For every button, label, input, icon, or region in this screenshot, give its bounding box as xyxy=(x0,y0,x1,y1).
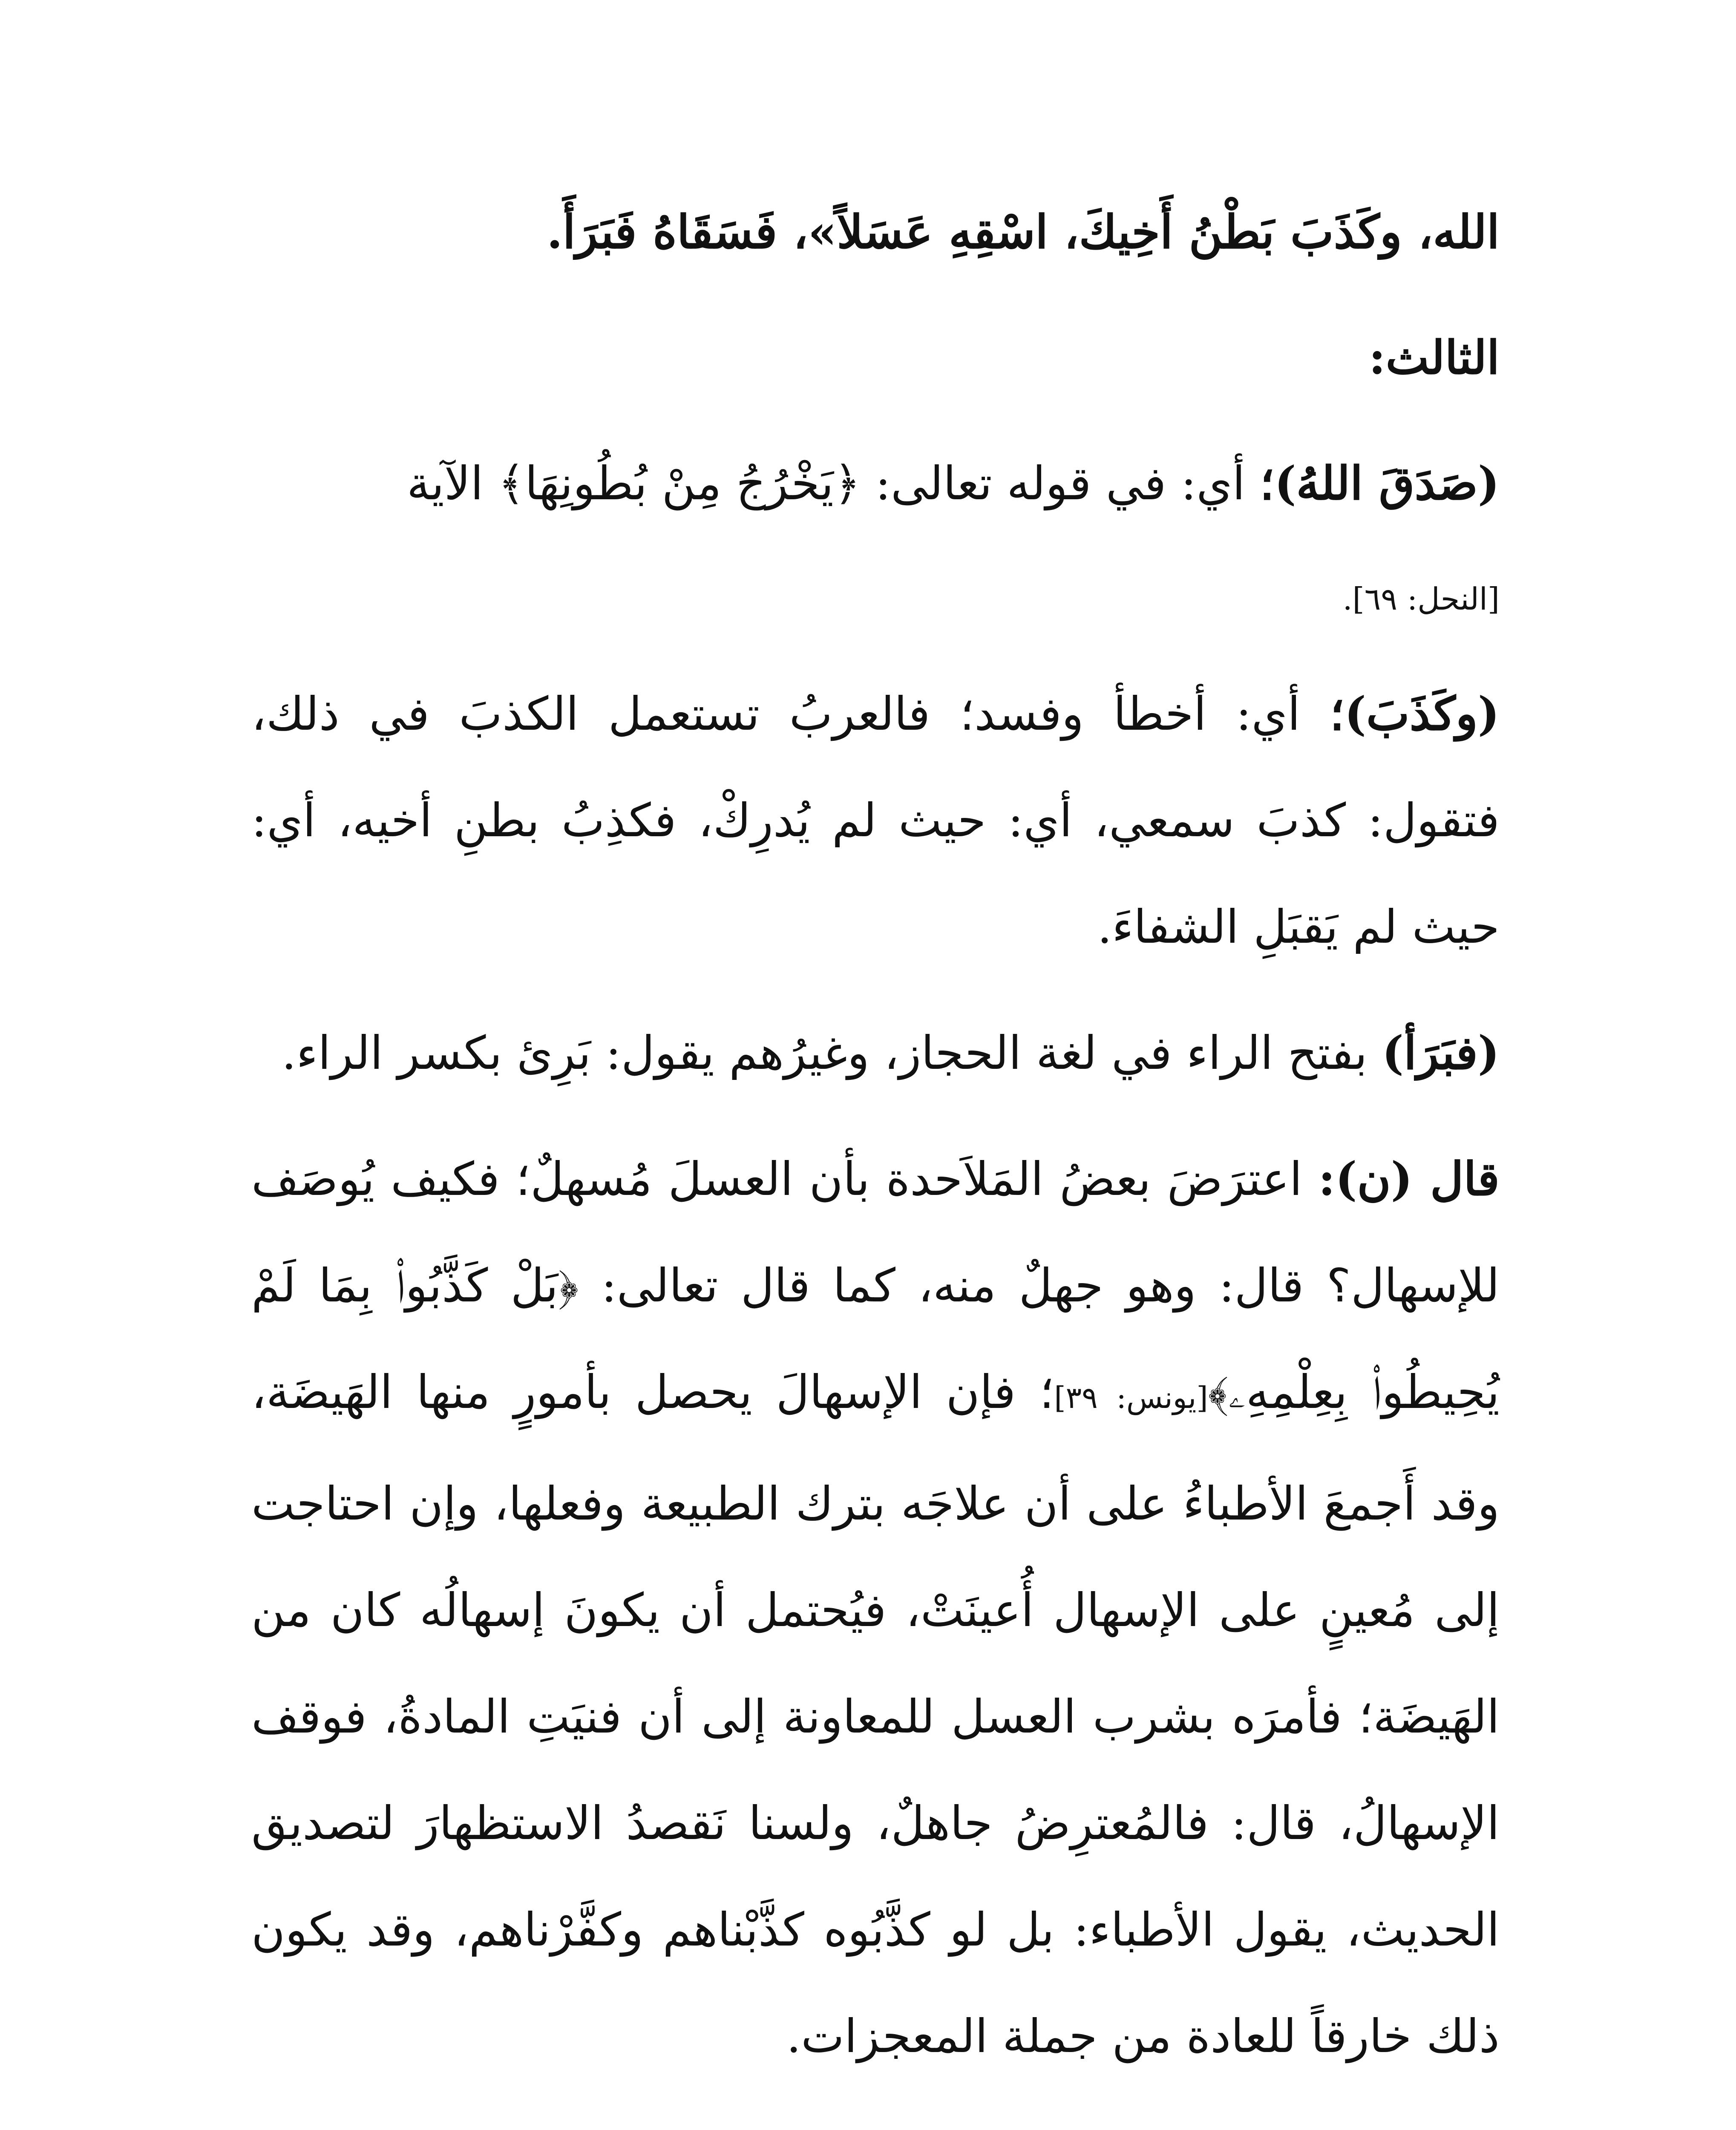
paragraph-sadaqa-text: أي: في قوله تعالى: ﴿يَخْرُجُ مِنْ بُطُونِهَا﴾ الآية xyxy=(406,457,1260,510)
paragraph-nawawi xyxy=(251,1126,1500,2090)
term-kadhaba: (وكَذَبَ)؛ xyxy=(1330,687,1500,741)
paragraph-kadhaba-text: أي: أخطأ وفسد؛ فالعربُ تستعمل الكذبَ في ذلك، فتقول: كذبَ سمعي، أي: حيث لم يُدرِكْ، فكذِبُ بطنِ أخيه، أي: حيث لم يَقبَلِ الشفاءَ. xyxy=(251,688,1500,954)
paragraph-fabara xyxy=(251,1000,1500,1107)
paragraph-sadaqa xyxy=(251,430,1500,537)
citation-yunus: [يونس: ٣٩] xyxy=(1054,1380,1208,1415)
body-text xyxy=(251,179,1500,2090)
section-heading-third: الثالث: xyxy=(1368,331,1500,385)
citation-nahl: [النحل: ٦٩]. xyxy=(1342,581,1500,617)
term-sadaqa-allah: (صَدَقَ اللهُ)؛ xyxy=(1260,457,1500,510)
paragraph-fabara-text: بفتح الراء في لغة الحجاز، وغيرُهم يقول: بَرِئ بكسر الراء. xyxy=(282,1027,1382,1080)
term-fabara: (فبَرَأ) xyxy=(1382,1026,1500,1080)
hadith-ending-line: الله، وكَذَبَ بَطْنُ أَخِيكَ، اسْقِهِ عَسَلاً»، فَسَقَاهُ فَبَرَأَ. xyxy=(547,205,1500,259)
paragraph-kadhaba xyxy=(251,661,1500,981)
paragraph-nawawi-text-b: ؛ فإن الإسهالَ يحصل بأمورٍ منها الهَيضَة، وقد أَجمعَ الأطباءُ على أن علاجَه بترك الطبيعة وفعلها، وإن احتاجت إلى مُعينٍ على الإسهال أُعينَتْ، فيُحتمل أن يكونَ إسهالُه كان من الهَيضَة؛ فأمرَه بشرب العسل للمعاونة إلى أن فنيَتِ المادةُ، فوقف الإسهالُ، قال: فالمُعترِضُ جاهلٌ، ولسنا نَقصدُ الاستظهارَ لتصديق الحديث، يقول الأطباء: بل لو كذَّبُوه كذَّبْناهم وكفَّرْناهم، وقد يكون ذلك خارقاً للعادة من جملة المعجزات. xyxy=(251,1366,1500,2063)
term-qala-nun: قال (ن): xyxy=(1318,1152,1500,1206)
paragraph-nawawi-text-a: اعترَضَ بعضُ المَلاَحدة بأن العسلَ مُسهلٌ؛ فكيف يُوصَف للإسهال؟ قال: وهو جهلٌ منه، كما قال تعالى: ﴿بَلْ كَذَّبُوا۟ بِمَا لَمْ يُحِيطُوا۟ بِعِلْمِهِۦ﴾ xyxy=(251,1153,1500,1419)
